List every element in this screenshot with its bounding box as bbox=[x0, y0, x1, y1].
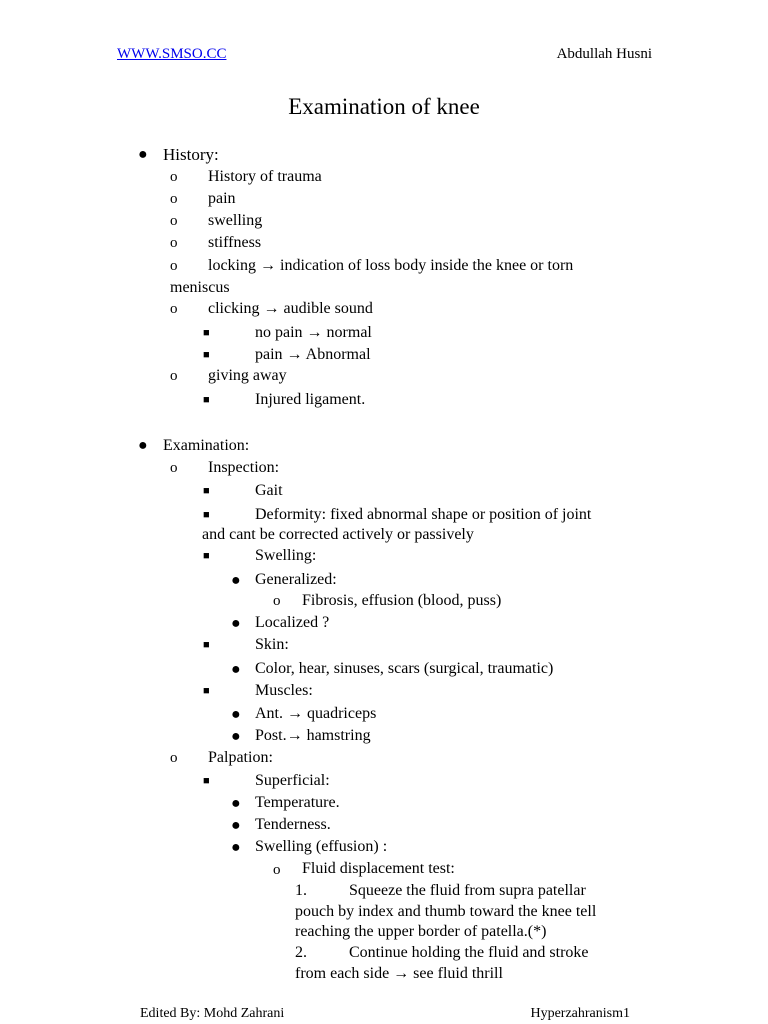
swelling-detail: Fibrosis, effusion (blood, puss) bbox=[302, 592, 502, 609]
step-number: 1. bbox=[295, 882, 307, 899]
circle-bullet-icon: o bbox=[170, 750, 178, 766]
step-number: 2. bbox=[295, 944, 307, 961]
history-item: clicking → audible sound bbox=[208, 300, 373, 317]
step-text-continuation: from each side → see fluid thrill bbox=[295, 965, 503, 982]
author-name: Abdullah Husni bbox=[556, 46, 652, 62]
inspection-item: Deformity: fixed abnormal shape or position of joint bbox=[255, 506, 592, 523]
history-item: swelling bbox=[208, 212, 263, 229]
circle-bullet-icon: o bbox=[170, 460, 178, 476]
inspection-item: Skin: bbox=[255, 636, 289, 653]
footer-credit: Hyperzahranism1 bbox=[530, 1006, 630, 1021]
disc-bullet-icon: ● bbox=[231, 615, 241, 632]
history-subitem: Injured ligament. bbox=[255, 391, 366, 408]
square-bullet-icon: ■ bbox=[203, 327, 210, 339]
disc-bullet-icon: ● bbox=[231, 795, 241, 812]
inspection-item-continuation: and cant be corrected actively or passively bbox=[202, 526, 474, 543]
square-bullet-icon: ■ bbox=[203, 639, 210, 651]
history-item: locking → indication of loss body inside the knee or torn bbox=[208, 257, 574, 274]
history-subitem: no pain → normal bbox=[255, 324, 372, 341]
history-subitem: pain → Abnormal bbox=[255, 346, 371, 363]
inspection-item: Gait bbox=[255, 482, 283, 499]
disc-bullet-icon: ● bbox=[231, 839, 241, 856]
history-item-continuation: meniscus bbox=[170, 279, 230, 296]
circle-bullet-icon: o bbox=[170, 169, 178, 185]
disc-bullet-icon: ● bbox=[138, 437, 148, 454]
muscle-detail: Ant. → quadriceps bbox=[255, 705, 377, 722]
examination-heading: Examination: bbox=[163, 437, 250, 454]
palpation-item: Superficial: bbox=[255, 772, 330, 789]
inspection-item: Muscles: bbox=[255, 682, 313, 699]
disc-bullet-icon: ● bbox=[231, 817, 241, 834]
disc-bullet-icon: ● bbox=[231, 572, 241, 589]
circle-bullet-icon: o bbox=[170, 368, 178, 384]
disc-bullet-icon: ● bbox=[138, 146, 148, 163]
square-bullet-icon: ■ bbox=[203, 509, 210, 521]
disc-bullet-icon: ● bbox=[231, 728, 241, 745]
square-bullet-icon: ■ bbox=[203, 349, 210, 361]
square-bullet-icon: ■ bbox=[203, 685, 210, 697]
palpation-detail: Temperature. bbox=[255, 794, 340, 811]
history-item: History of trauma bbox=[208, 168, 322, 185]
circle-bullet-icon: o bbox=[170, 258, 178, 274]
square-bullet-icon: ■ bbox=[203, 550, 210, 562]
square-bullet-icon: ■ bbox=[203, 775, 210, 787]
swelling-type: Localized ? bbox=[255, 614, 330, 631]
muscle-detail: Post.→ hamstring bbox=[255, 727, 371, 744]
circle-bullet-icon: o bbox=[170, 191, 178, 207]
skin-detail: Color, hear, sinuses, scars (surgical, traumatic) bbox=[255, 660, 554, 677]
fluid-test-label: Fluid displacement test: bbox=[302, 860, 455, 877]
circle-bullet-icon: o bbox=[170, 301, 178, 317]
palpation-detail: Swelling (effusion) : bbox=[255, 838, 388, 855]
disc-bullet-icon: ● bbox=[231, 661, 241, 678]
footer-editor: Edited By: Mohd Zahrani bbox=[140, 1006, 285, 1021]
history-heading: History: bbox=[163, 145, 219, 164]
step-text: Squeeze the fluid from supra patellar bbox=[349, 882, 586, 899]
page-title: Examination of knee bbox=[288, 94, 480, 119]
history-item: pain bbox=[208, 190, 236, 207]
history-item: stiffness bbox=[208, 234, 262, 251]
swelling-type: Generalized: bbox=[255, 571, 337, 588]
step-text-continuation: pouch by index and thumb toward the knee tell bbox=[295, 903, 597, 920]
square-bullet-icon: ■ bbox=[203, 485, 210, 497]
square-bullet-icon: ■ bbox=[203, 394, 210, 406]
palpation-label: Palpation: bbox=[208, 749, 273, 766]
step-text-continuation: reaching the upper border of patella.(*) bbox=[295, 923, 547, 940]
website-link[interactable]: WWW.SMSO.CC bbox=[117, 46, 227, 62]
circle-bullet-icon: o bbox=[273, 862, 281, 878]
inspection-item: Swelling: bbox=[255, 547, 317, 564]
circle-bullet-icon: o bbox=[273, 593, 281, 609]
step-text: Continue holding the fluid and stroke bbox=[349, 944, 589, 961]
inspection-label: Inspection: bbox=[208, 459, 280, 476]
palpation-detail: Tenderness. bbox=[255, 816, 331, 833]
circle-bullet-icon: o bbox=[170, 213, 178, 229]
history-item: giving away bbox=[208, 367, 287, 384]
disc-bullet-icon: ● bbox=[231, 706, 241, 723]
circle-bullet-icon: o bbox=[170, 235, 178, 251]
